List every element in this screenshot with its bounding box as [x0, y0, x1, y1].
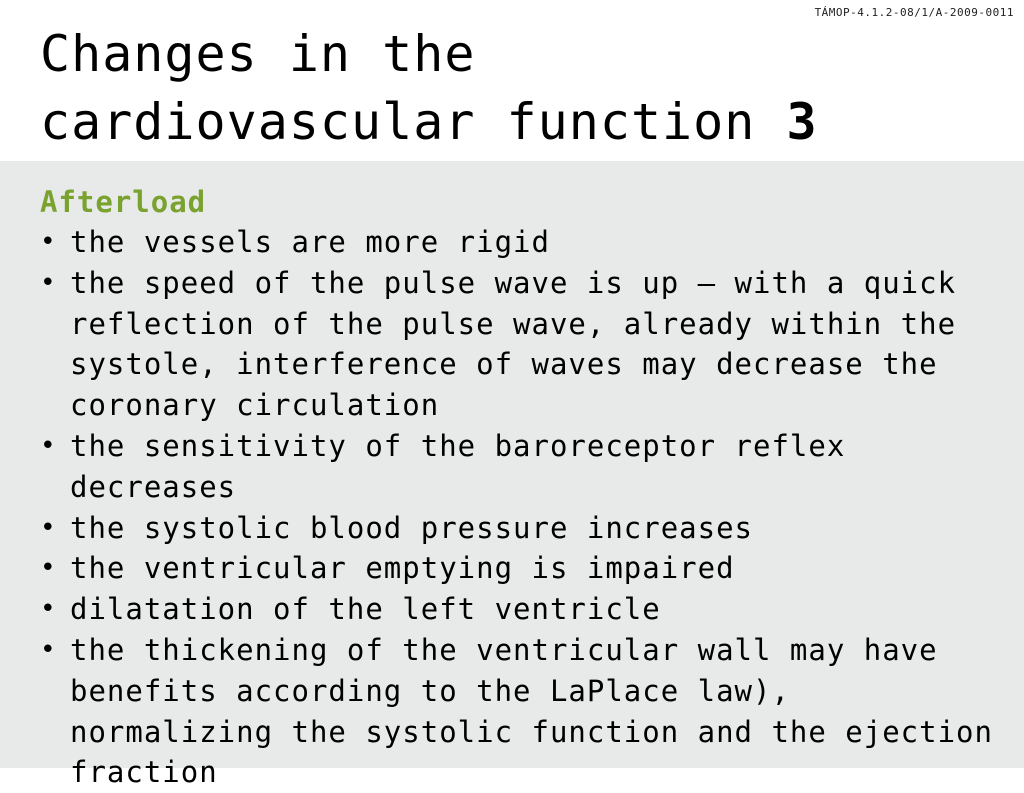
- bullet-item: • dilatation of the left ventricle: [40, 589, 1010, 630]
- bullet-item: • the systolic blood pressure increases: [40, 508, 1010, 549]
- title-line-2: cardiovascular function: [40, 93, 756, 151]
- bullet-item: • the sensitivity of the baroreceptor reflex decreases: [40, 426, 1010, 508]
- bullet-item: • the vessels are more rigid: [40, 222, 1010, 263]
- title-line-1: Changes in the: [40, 25, 476, 83]
- bullet-list: [40, 222, 1010, 793]
- bullet-item: • the ventricular emptying is impaired: [40, 548, 1010, 589]
- title-area: [0, 0, 1024, 160]
- section-heading: Afterload: [40, 185, 207, 219]
- content-area: [0, 161, 1024, 790]
- slide-title: [40, 20, 818, 156]
- project-code: TÁMOP-4.1.2-08/1/A-2009-0011: [814, 6, 1014, 19]
- title-number: 3: [786, 93, 818, 151]
- bullet-item: • the thickening of the ventricular wall may have benefits according to the LaPlace law), normalizing the systolic function and the ejection fraction: [40, 630, 1010, 793]
- bullet-item: • the speed of the pulse wave is up – with a quick reflection of the pulse wave, already within the systole, interference of waves may decrease the coronary circulation: [40, 263, 1010, 426]
